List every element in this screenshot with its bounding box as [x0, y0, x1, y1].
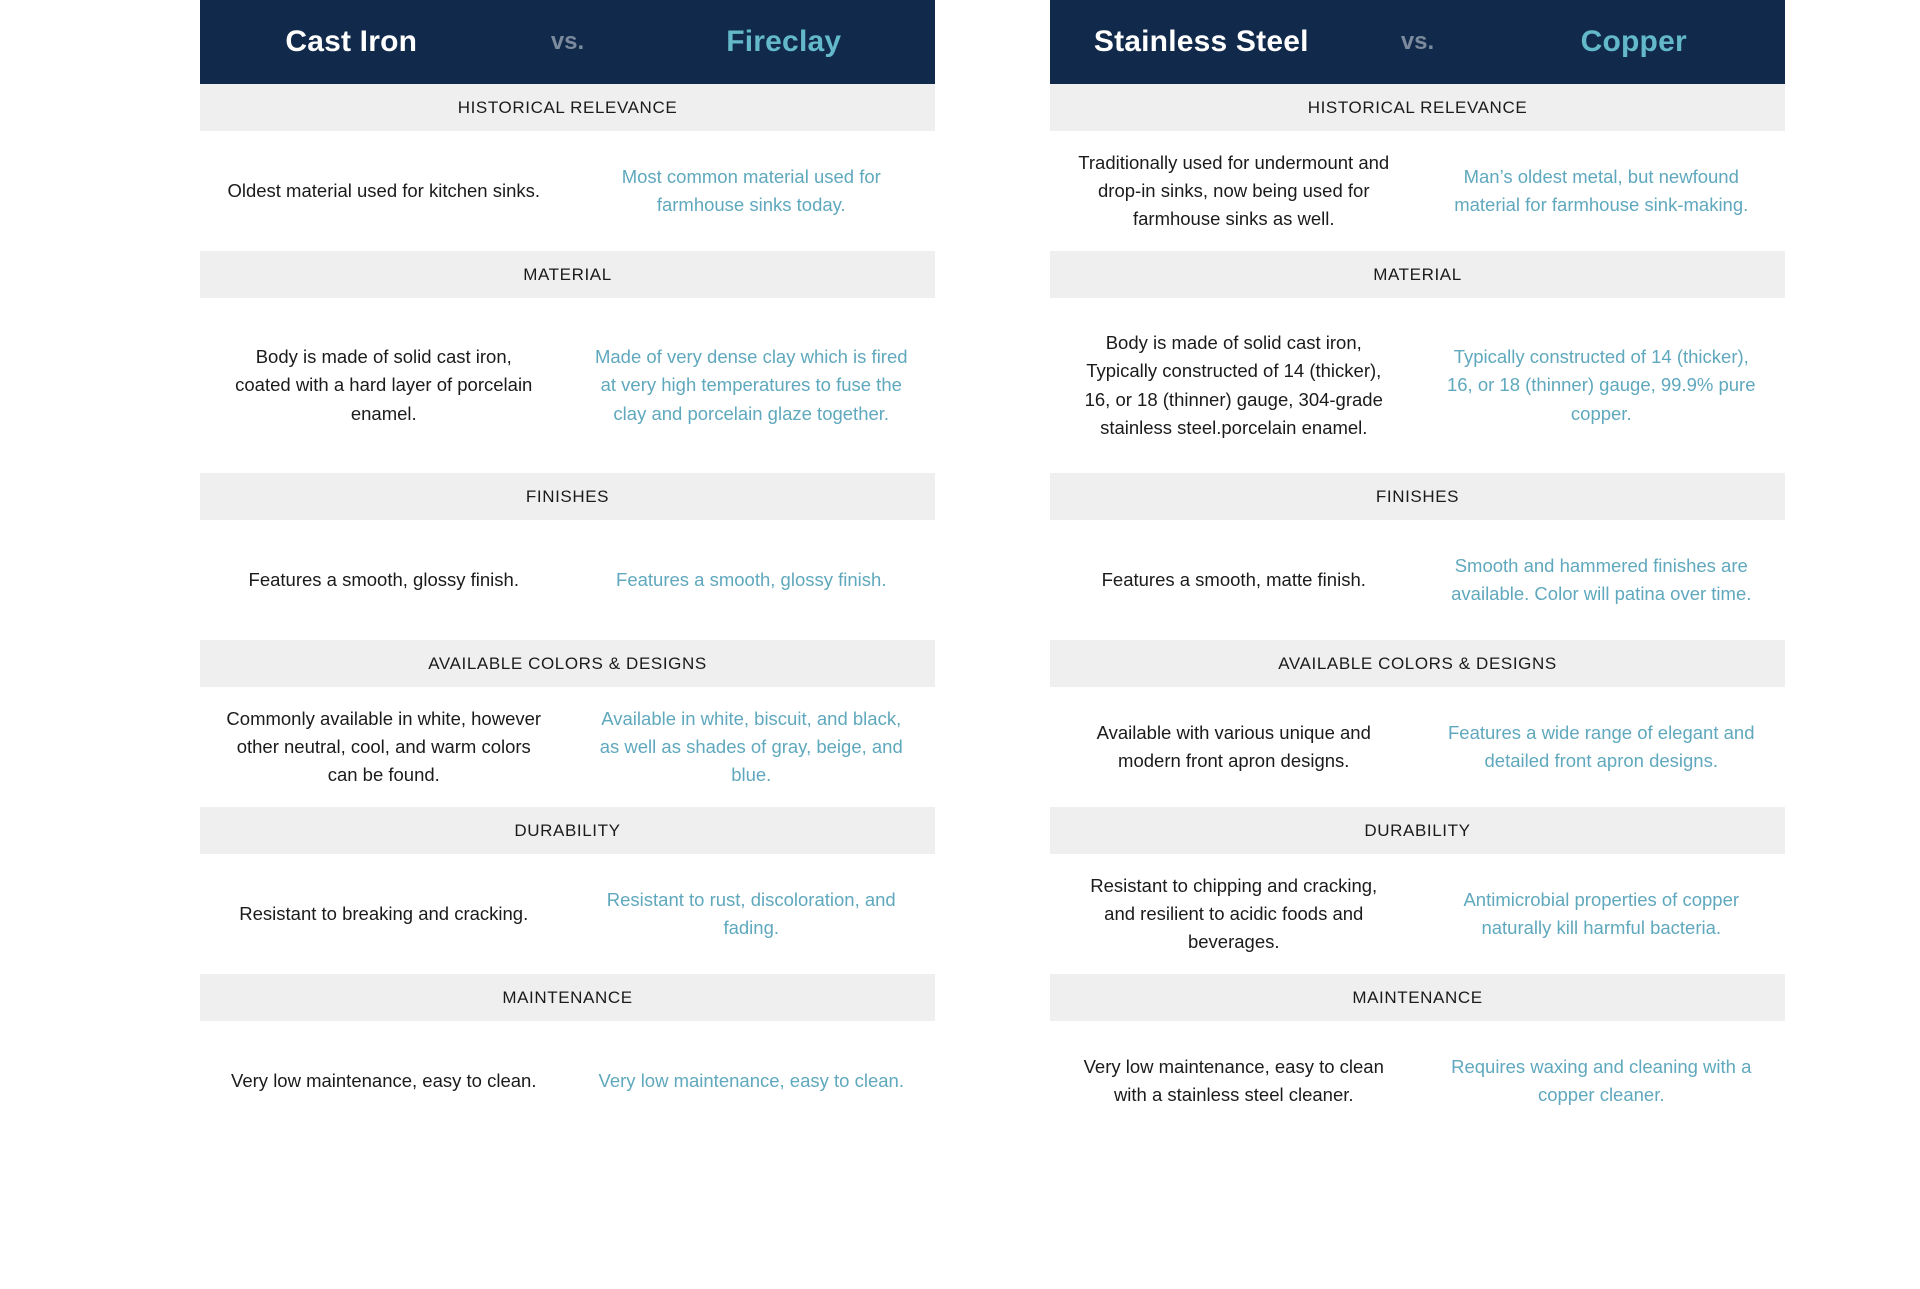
cell-left: Oldest material used for kitchen sinks.: [227, 179, 541, 201]
section-title: MATERIAL: [1373, 264, 1462, 284]
section-title: MATERIAL: [523, 264, 612, 284]
table-row: [200, 520, 935, 640]
section-title: HISTORICAL RELEVANCE: [457, 97, 678, 117]
section-header-historical-relevance: [200, 84, 935, 131]
cell-left: Very low maintenance, easy to clean.: [231, 1069, 537, 1091]
cell-left: Resistant to chipping and cracking, and resilient to acidic foods and beverages.: [1090, 874, 1378, 953]
comparison-table-cast-iron-vs-fireclay: [200, 0, 935, 1289]
header-left-label: Stainless Steel: [1093, 25, 1309, 58]
cell-left: Traditionally used for undermount and drop-in sinks, now being used for farmhouse sinks as well.: [1078, 151, 1390, 230]
header-left-material: [200, 25, 503, 59]
section-header-maintenance: [1050, 974, 1785, 1021]
cell-left: Available with various unique and modern front apron designs.: [1096, 721, 1371, 771]
cell-right: Smooth and hammered finishes are available. Color will patina over time.: [1451, 554, 1752, 604]
section-title: AVAILABLE COLORS & DESIGNS: [428, 653, 707, 673]
cell-right: Antimicrobial properties of copper naturally kill harmful bacteria.: [1463, 888, 1740, 938]
header-left-label: Cast Iron: [285, 25, 418, 58]
header-left-material: [1050, 25, 1353, 59]
section-title: DURABILITY: [1364, 820, 1471, 840]
table-header: [200, 0, 935, 84]
cell-right: Very low maintenance, easy to clean.: [598, 1069, 904, 1091]
table-row: [1050, 1021, 1785, 1141]
cell-right: Features a wide range of elegant and detailed front apron designs.: [1448, 721, 1755, 771]
section-title: FINISHES: [1375, 486, 1460, 506]
section-title: MAINTENANCE: [502, 987, 633, 1007]
table-header: [1050, 0, 1785, 84]
header-vs-label: vs.: [1400, 28, 1435, 55]
header-right-label: Fireclay: [726, 25, 842, 58]
table-row: [1050, 687, 1785, 807]
section-title: DURABILITY: [514, 820, 621, 840]
cell-left: Features a smooth, glossy finish.: [248, 568, 519, 590]
cell-left: Resistant to breaking and cracking.: [239, 902, 529, 924]
cell-right: Resistant to rust, discoloration, and fading.: [606, 888, 896, 938]
header-right-label: Copper: [1580, 25, 1687, 58]
table-row: [200, 131, 935, 251]
cell-right: Features a smooth, glossy finish.: [616, 568, 887, 590]
cell-right: Requires waxing and cleaning with a copper cleaner.: [1451, 1055, 1752, 1105]
section-header-available-colors-designs: [1050, 640, 1785, 687]
table-row: [1050, 298, 1785, 473]
section-header-finishes: [200, 473, 935, 520]
section-header-maintenance: [200, 974, 935, 1021]
cell-left: Very low maintenance, easy to clean with a stainless steel cleaner.: [1083, 1055, 1384, 1105]
section-title: MAINTENANCE: [1352, 987, 1483, 1007]
cell-right: Available in white, biscuit, and black, as well as shades of gray, beige, and blue.: [599, 707, 903, 786]
section-title: AVAILABLE COLORS & DESIGNS: [1278, 653, 1557, 673]
table-row: [1050, 131, 1785, 251]
header-vs: [1353, 28, 1483, 56]
table-row: [200, 1021, 935, 1141]
section-header-durability: [200, 807, 935, 854]
cell-right: Made of very dense clay which is fired at very high temperatures to fuse the clay and porcelain glaze together.: [594, 346, 908, 424]
table-row: [200, 854, 935, 974]
section-header-available-colors-designs: [200, 640, 935, 687]
cell-left: Body is made of solid cast iron, coated with a hard layer of porcelain enamel.: [235, 346, 533, 424]
section-header-durability: [1050, 807, 1785, 854]
section-title: FINISHES: [525, 486, 610, 506]
section-header-material: [200, 251, 935, 298]
cell-right: Most common material used for farmhouse sinks today.: [621, 165, 881, 215]
cell-right: Man’s oldest metal, but newfound material for farmhouse sink-making.: [1454, 165, 1749, 215]
header-right-material: [1483, 25, 1786, 59]
cell-left: Features a smooth, matte finish.: [1101, 568, 1366, 590]
table-row: [1050, 520, 1785, 640]
table-row: [200, 298, 935, 473]
comparison-table-stainless-steel-vs-copper: [1050, 0, 1785, 1289]
table-row: [1050, 854, 1785, 974]
header-vs: [503, 28, 633, 56]
table-row: [200, 687, 935, 807]
section-header-finishes: [1050, 473, 1785, 520]
header-right-material: [633, 25, 936, 59]
cell-left: Commonly available in white, however other neutral, cool, and warm colors can be found.: [226, 707, 542, 786]
section-header-material: [1050, 251, 1785, 298]
cell-right: Typically constructed of 14 (thicker), 16, or 18 (thinner) gauge, 99.9% pure copper.: [1446, 346, 1756, 424]
header-vs-label: vs.: [550, 28, 585, 55]
section-title: HISTORICAL RELEVANCE: [1307, 97, 1528, 117]
cell-left: Body is made of solid cast iron, Typically constructed of 14 (thicker), 16, or 18 (thinner) gauge, 304-grade stainless steel.porcelain enamel.: [1084, 332, 1383, 438]
section-header-historical-relevance: [1050, 84, 1785, 131]
